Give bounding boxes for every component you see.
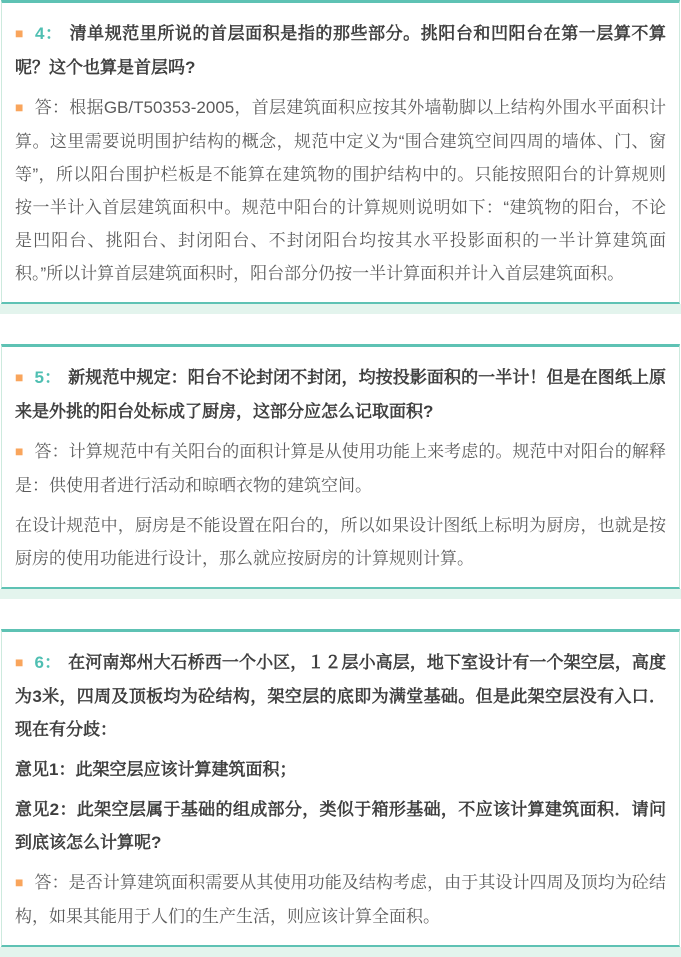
qa-card-question-4 (1, 0, 680, 304)
qa-card-question-5 (1, 344, 680, 589)
card-shadow-strip (0, 304, 681, 314)
answer-prefix: 答： (34, 442, 69, 461)
question-number: 6： (34, 653, 62, 672)
question-text: 新规范中规定：阳台不论封闭不封闭，均按投影面积的一半计！但是在图纸上原来是外挑的阳台处标成了厨房，这部分应怎么记取面积? (15, 368, 666, 421)
answer-text: 根据GB/T50353-2005，首层建筑面积应按其外墙勒脚以上结构外围水平面积计算。这里需要说明围护结构的概念，规范中定义为“围合建筑空间四周的墙体、门、窗等”，所以阳台围护栏板是不能算在建筑物的围护结构中的。只能按照阳台的计算规则按一半计入首层建筑面积中。规范中阳台的计算规则说明如下：“建筑物的阳台，不论是凹阳台、挑阳台、封闭阳台、不封闭阳台均按其水平投影面积的一半计算建筑面积。”所以计算首层建筑面积时，阳台部分仍按一半计算面积并计入首层建筑面积。 (15, 98, 667, 283)
answer-paragraph (15, 435, 666, 502)
qa-card-question-6 (1, 629, 680, 947)
opinion-1-paragraph (15, 753, 666, 786)
square-bullet-icon: ■ (15, 25, 25, 41)
question-number: 4： (35, 24, 63, 43)
card-shadow-strip (0, 589, 681, 599)
question-text: 在河南郑州大石桥西一个小区，１２层小高层，地下室设计有一个架空层，高度为3米，四周及顶板均为砼结构，架空层的底即为满堂基础。但是此架空层没有入口．现在有分歧： (15, 653, 666, 739)
opinion-text: 意见2：此架空层属于基础的组成部分，类似于箱形基础，不应该计算建筑面积．请问到底该怎么计算呢? (15, 800, 666, 852)
opinion-text: 意见1：此架空层应该计算建筑面积； (15, 760, 297, 779)
answer-text: 是否计算建筑面积需要从其使用功能及结构考虑，由于其设计四周及顶均为砼结构，如果其能用于人们的生产生活，则应该计算全面积。 (15, 873, 666, 926)
question-heading (15, 17, 666, 84)
question-number: 5： (34, 368, 62, 387)
question-text: 清单规范里所说的首层面积是指的那些部分。挑阳台和凹阳台在第一层算不算呢？这个也算是首层吗? (15, 24, 666, 77)
square-bullet-icon: ■ (15, 443, 24, 459)
answer-text: 在设计规范中，厨房是不能设置在阳台的，所以如果设计图纸上标明为厨房，也就是按厨房的使用功能进行设计，那么就应按厨房的计算规则计算。 (15, 516, 666, 568)
square-bullet-icon: ■ (15, 99, 24, 115)
answer-paragraph-continued (15, 509, 666, 575)
answer-prefix: 答： (34, 98, 70, 117)
square-bullet-icon: ■ (15, 369, 24, 385)
answer-text: 计算规范中有关阳台的面积计算是从使用功能上来考虑的。规范中对阳台的解释是：供使用者进行活动和晾晒衣物的建筑空间。 (15, 442, 666, 495)
card-gap (0, 314, 681, 344)
opinion-2-paragraph (15, 793, 666, 859)
card-shadow-strip (0, 947, 681, 957)
question-heading (15, 646, 666, 746)
square-bullet-icon: ■ (15, 654, 24, 670)
question-heading (15, 361, 666, 428)
card-gap (0, 599, 681, 629)
square-bullet-icon: ■ (15, 874, 24, 890)
answer-prefix: 答： (34, 873, 69, 892)
answer-paragraph (15, 91, 666, 290)
answer-paragraph (15, 866, 666, 933)
